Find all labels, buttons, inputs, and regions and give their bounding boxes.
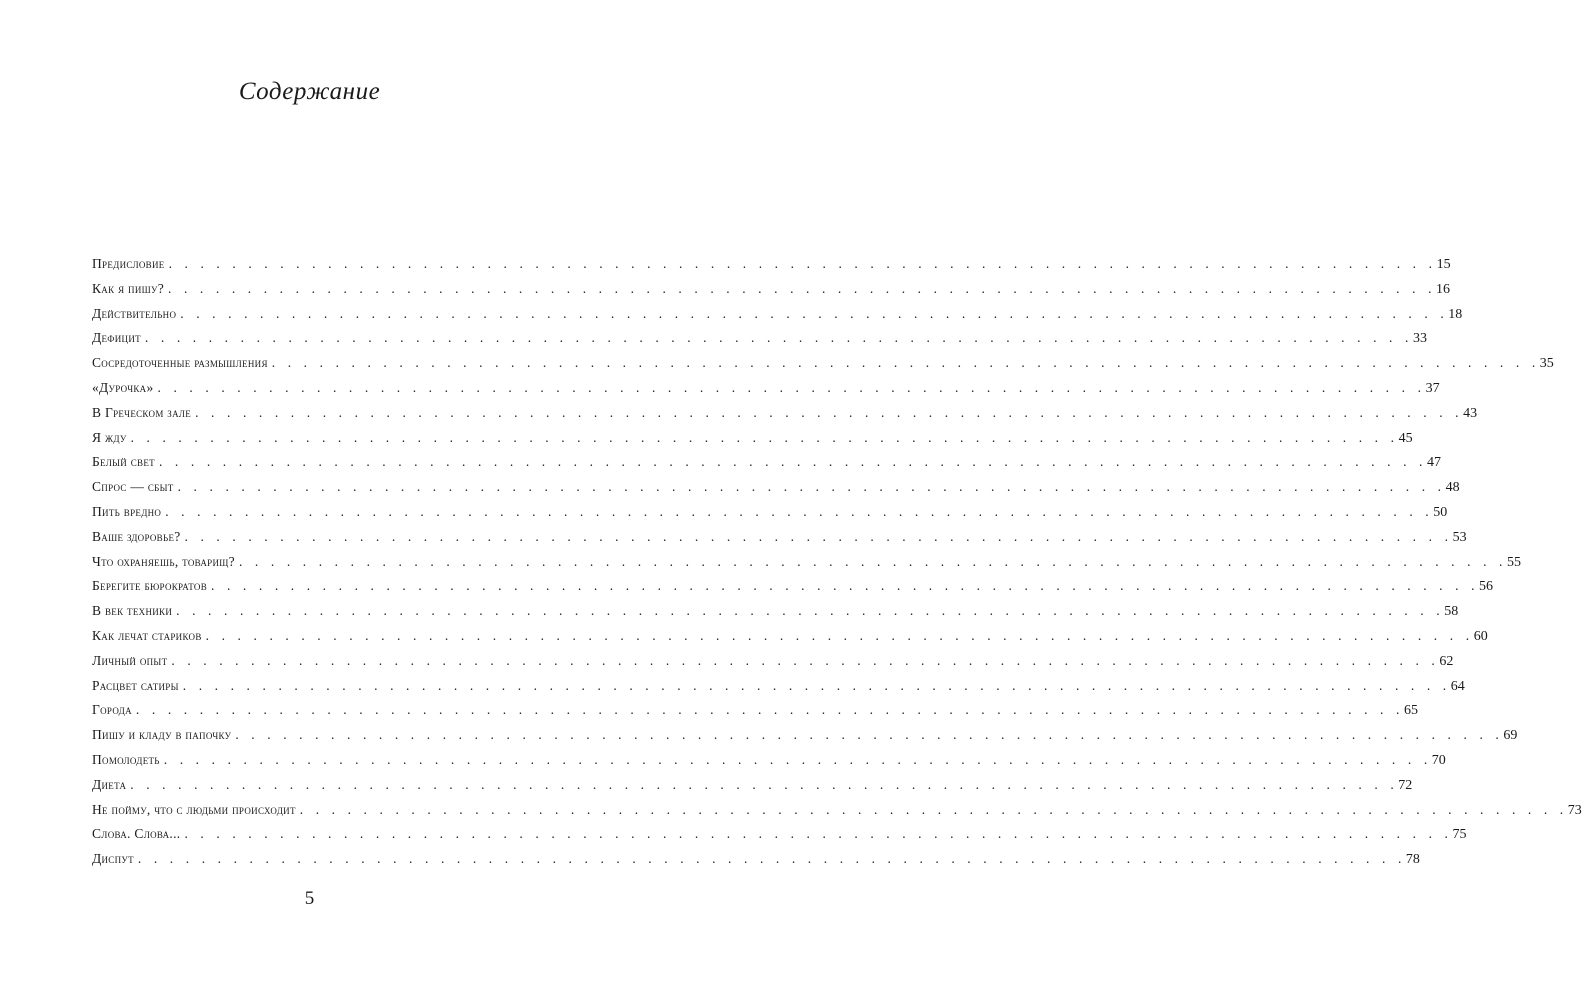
toc-entry-page: 45 [1398, 430, 1413, 446]
toc-entry-title: Города [92, 702, 132, 718]
toc-entry-title: В Греческом зале [92, 404, 192, 420]
toc-dot-leader: . . . . . . . . . . . . . . . . . . . . . . . . . . . . . . . . . . . . . . . . . . . . . . . . . . . . . . . . . . . . . . . . . . . . . . . . . . . . . . . . [177, 479, 1446, 495]
toc-dot-leader: . . . . . . . . . . . . . . . . . . . . . . . . . . . . . . . . . . . . . . . . . . . . . . . . . . . . . . . . . . . . . . . . . . . . . . . . . . . . . . . . [157, 379, 1426, 395]
toc-dot-leader: . . . . . . . . . . . . . . . . . . . . . . . . . . . . . . . . . . . . . . . . . . . . . . . . . . . . . . . . . . . . . . . . . . . . . . . . . . . . . . . . [195, 404, 1464, 420]
toc-entry-page: 78 [1405, 852, 1420, 868]
toc-dot-leader: . . . . . . . . . . . . . . . . . . . . . . . . . . . . . . . . . . . . . . . . . . . . . . . . . . . . . . . . . . . . . . . . . . . . . . . . . . . . . . . . [171, 652, 1440, 668]
toc-entry-page: 58 [1444, 604, 1459, 620]
toc-entry [92, 550, 1521, 575]
toc-entry [92, 649, 1454, 674]
toc-entry-title: Помолодеть [92, 751, 160, 767]
toc-entry-page: 37 [1425, 380, 1440, 396]
toc-entry-title: Белый свет [92, 454, 155, 470]
page-title: Содержание [238, 78, 381, 105]
toc-entry-page: 65 [1403, 703, 1418, 719]
toc-entry [92, 426, 1413, 451]
toc-dot-leader: . . . . . . . . . . . . . . . . . . . . . . . . . . . . . . . . . . . . . . . . . . . . . . . . . . . . . . . . . . . . . . . . . . . . . . . . . . . . . . . . [299, 801, 1568, 817]
toc-entry [92, 500, 1448, 525]
toc-entry [92, 698, 1418, 723]
toc-entry-title: «Дурочка» [92, 379, 154, 395]
toc-entry [92, 401, 1478, 426]
toc-entry [92, 475, 1460, 500]
toc-dot-leader: . . . . . . . . . . . . . . . . . . . . . . . . . . . . . . . . . . . . . . . . . . . . . . . . . . . . . . . . . . . . . . . . . . . . . . . . . . . . . . . . [137, 851, 1406, 867]
toc-entry-page: 55 [1507, 554, 1521, 570]
toc-dot-leader: . . . . . . . . . . . . . . . . . . . . . . . . . . . . . . . . . . . . . . . . . . . . . . . . . . . . . . . . . . . . . . . . . . . . . . . . . . . . . . . . [235, 727, 1504, 743]
toc-entry [92, 847, 1420, 872]
toc-entry [92, 277, 1451, 302]
toc-entry [92, 574, 1494, 599]
page-number: 5 [304, 888, 315, 909]
toc-entry [92, 376, 1440, 401]
toc-dot-leader: . . . . . . . . . . . . . . . . . . . . . . . . . . . . . . . . . . . . . . . . . . . . . . . . . . . . . . . . . . . . . . . . . . . . . . . . . . . . . . . . [182, 677, 1451, 693]
toc-entry-title: Я жду [92, 429, 127, 445]
toc-dot-leader: . . . . . . . . . . . . . . . . . . . . . . . . . . . . . . . . . . . . . . . . . . . . . . . . . . . . . . . . . . . . . . . . . . . . . . . . . . . . . . . . [180, 305, 1449, 321]
toc-entry-page: 35 [1539, 356, 1554, 372]
toc-entry [92, 326, 1427, 351]
toc-entry-page: 56 [1479, 579, 1494, 595]
toc-entry-title: Дефицит [92, 330, 141, 346]
toc-entry-title: Диспут [92, 851, 134, 867]
toc-entry-title: Пишу и кладу в папочку [92, 727, 232, 743]
toc-entry-page: 69 [1503, 728, 1518, 744]
toc-dot-leader: . . . . . . . . . . . . . . . . . . . . . . . . . . . . . . . . . . . . . . . . . . . . . . . . . . . . . . . . . . . . . . . . . . . . . . . . . . . . . . . . [211, 578, 1480, 594]
toc-dot-leader: . . . . . . . . . . . . . . . . . . . . . . . . . . . . . . . . . . . . . . . . . . . . . . . . . . . . . . . . . . . . . . . . . . . . . . . . . . . . . . . . [144, 330, 1413, 346]
toc-dot-leader: . . . . . . . . . . . . . . . . . . . . . . . . . . . . . . . . . . . . . . . . . . . . . . . . . . . . . . . . . . . . . . . . . . . . . . . . . . . . . . . . [130, 429, 1399, 445]
toc-entry-page: 64 [1450, 678, 1465, 694]
toc-entry-title: Ваше здоровье? [92, 528, 181, 544]
toc-entry-page: 75 [1452, 827, 1467, 843]
toc-entry [92, 525, 1467, 550]
toc-entry-page: 53 [1452, 529, 1467, 545]
toc-entry-page: 50 [1433, 504, 1448, 520]
toc-entry-title: Как лечат стариков [92, 627, 202, 643]
toc-entry-title: Предисловие [92, 256, 165, 271]
toc-entry [92, 624, 1488, 649]
toc-entry [92, 822, 1467, 847]
toc-entry [92, 599, 1459, 624]
toc-entry-title: Берегите бюрократов [92, 578, 208, 594]
toc-entry [92, 748, 1446, 773]
toc-entry-title: Не пойму, что с людьми происходит [92, 801, 296, 817]
toc-entry-page: 16 [1436, 281, 1451, 297]
toc-entry-title: Расцвет сатиры [92, 677, 179, 693]
toc-entry [92, 351, 1554, 376]
toc-entry-page: 48 [1445, 480, 1460, 496]
toc-entry-title: Диета [92, 776, 127, 792]
toc-entry-title: Сосредоточенные размышления [92, 355, 268, 371]
toc-entry [92, 798, 1582, 823]
toc-entry-page: 62 [1439, 653, 1454, 669]
toc-dot-leader: . . . . . . . . . . . . . . . . . . . . . . . . . . . . . . . . . . . . . . . . . . . . . . . . . . . . . . . . . . . . . . . . . . . . . . . . . . . . . . . . [168, 256, 1437, 271]
toc-entry-page: 47 [1427, 455, 1441, 471]
toc-entry-title: Действительно [92, 305, 177, 321]
toc-entry-title: Личный опыт [92, 652, 168, 668]
toc-entry [92, 723, 1518, 748]
toc-entry-page: 33 [1412, 331, 1427, 347]
toc-dot-leader: . . . . . . . . . . . . . . . . . . . . . . . . . . . . . . . . . . . . . . . . . . . . . . . . . . . . . . . . . . . . . . . . . . . . . . . . . . . . . . . . [163, 751, 1432, 767]
toc-entry-title: Слова. Слова... [92, 826, 181, 842]
toc-dot-leader: . . . . . . . . . . . . . . . . . . . . . . . . . . . . . . . . . . . . . . . . . . . . . . . . . . . . . . . . . . . . . . . . . . . . . . . . . . . . . . . . [168, 280, 1437, 296]
toc-entry-page: 43 [1463, 405, 1478, 421]
toc-entry-page: 60 [1473, 628, 1488, 644]
table-of-contents [92, 252, 1582, 872]
toc-dot-leader: . . . . . . . . . . . . . . . . . . . . . . . . . . . . . . . . . . . . . . . . . . . . . . . . . . . . . . . . . . . . . . . . . . . . . . . . . . . . . . . . [205, 627, 1474, 643]
toc-dot-leader: . . . . . . . . . . . . . . . . . . . . . . . . . . . . . . . . . . . . . . . . . . . . . . . . . . . . . . . . . . . . . . . . . . . . . . . . . . . . . . . . [158, 454, 1427, 470]
toc-entry-page: 70 [1431, 752, 1446, 768]
toc-entry-title: Пить вредно [92, 503, 162, 519]
toc-entry-title: Что охраняешь, товарищ? [92, 553, 235, 569]
toc-dot-leader: . . . . . . . . . . . . . . . . . . . . . . . . . . . . . . . . . . . . . . . . . . . . . . . . . . . . . . . . . . . . . . . . . . . . . . . . . . . . . . . . [238, 553, 1507, 569]
toc-dot-leader: . . . . . . . . . . . . . . . . . . . . . . . . . . . . . . . . . . . . . . . . . . . . . . . . . . . . . . . . . . . . . . . . . . . . . . . . . . . . . . . . [184, 528, 1453, 544]
toc-dot-leader: . . . . . . . . . . . . . . . . . . . . . . . . . . . . . . . . . . . . . . . . . . . . . . . . . . . . . . . . . . . . . . . . . . . . . . . . . . . . . . . . [135, 702, 1404, 718]
toc-entry [92, 302, 1463, 327]
toc-dot-leader: . . . . . . . . . . . . . . . . . . . . . . . . . . . . . . . . . . . . . . . . . . . . . . . . . . . . . . . . . . . . . . . . . . . . . . . . . . . . . . . . [271, 355, 1540, 371]
toc-entry-page: 18 [1448, 306, 1463, 322]
toc-entry-page: 73 [1567, 802, 1582, 818]
toc-entry [92, 450, 1441, 475]
toc-dot-leader: . . . . . . . . . . . . . . . . . . . . . . . . . . . . . . . . . . . . . . . . . . . . . . . . . . . . . . . . . . . . . . . . . . . . . . . . . . . . . . . . [130, 776, 1399, 792]
toc-entry [92, 674, 1465, 699]
toc-entry-page: 72 [1398, 777, 1413, 793]
toc-entry-title: В век техники [92, 603, 173, 619]
toc-entry-title: Спрос — сбыт [92, 479, 174, 495]
toc-entry-page: 15 [1436, 257, 1451, 272]
toc-dot-leader: . . . . . . . . . . . . . . . . . . . . . . . . . . . . . . . . . . . . . . . . . . . . . . . . . . . . . . . . . . . . . . . . . . . . . . . . . . . . . . . . [165, 503, 1434, 519]
toc-entry [92, 252, 1451, 277]
toc-dot-leader: . . . . . . . . . . . . . . . . . . . . . . . . . . . . . . . . . . . . . . . . . . . . . . . . . . . . . . . . . . . . . . . . . . . . . . . . . . . . . . . . [184, 826, 1453, 842]
toc-entry-title: Как я пишу? [92, 280, 165, 296]
toc-entry [92, 773, 1413, 798]
toc-dot-leader: . . . . . . . . . . . . . . . . . . . . . . . . . . . . . . . . . . . . . . . . . . . . . . . . . . . . . . . . . . . . . . . . . . . . . . . . . . . . . . . . [176, 603, 1445, 619]
